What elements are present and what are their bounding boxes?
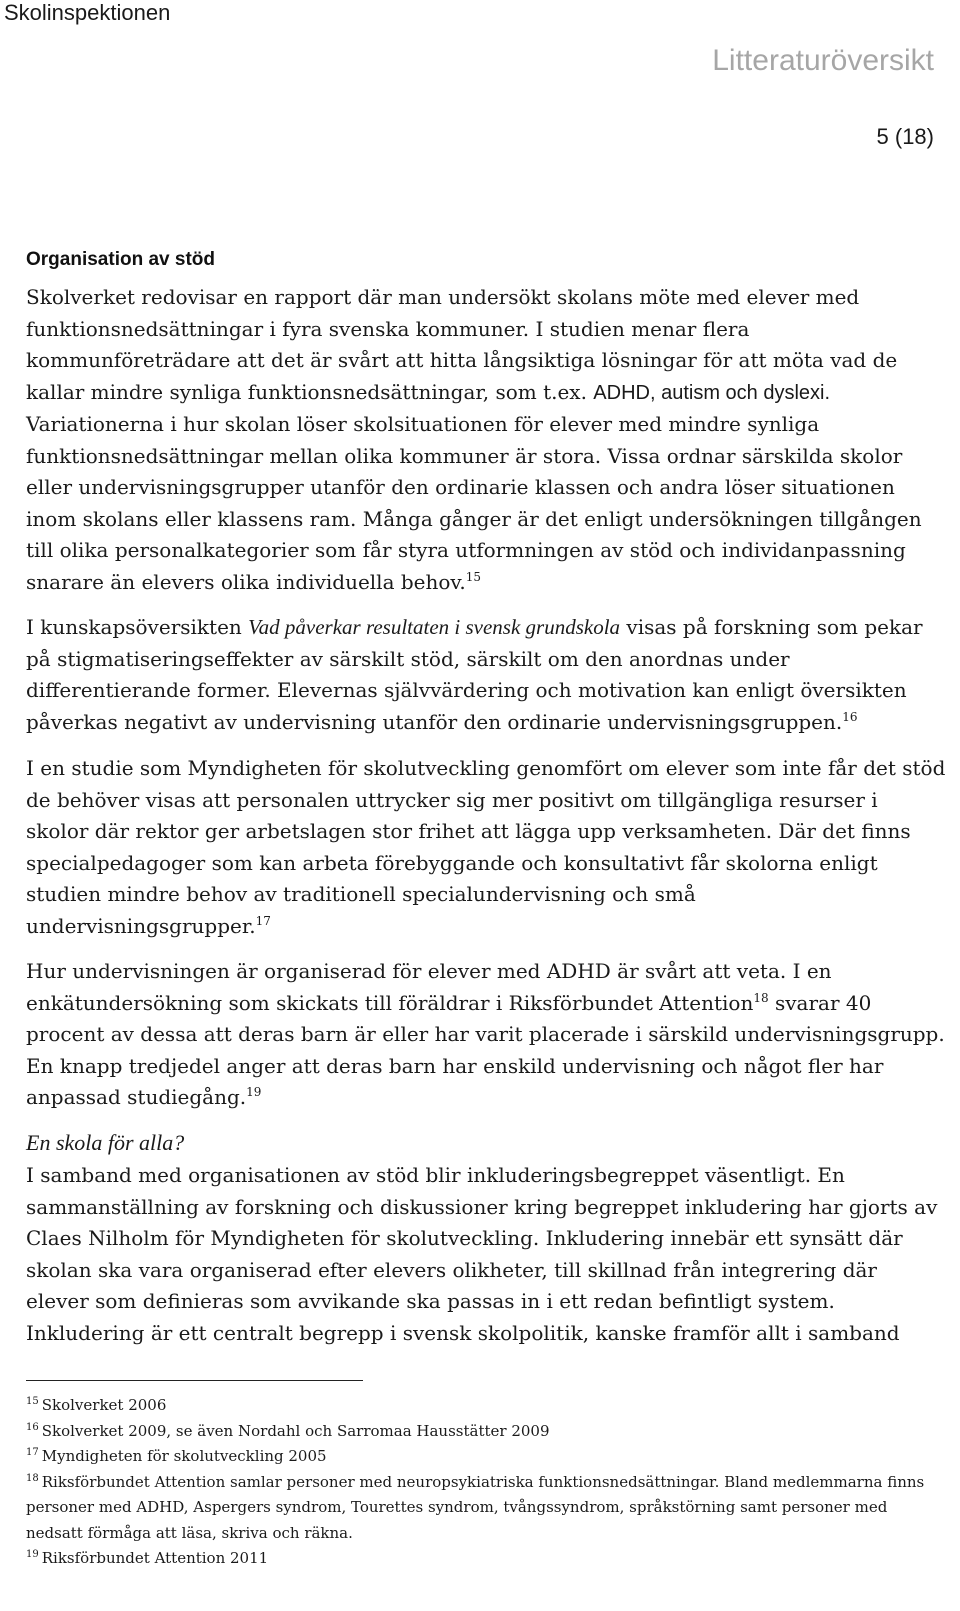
paragraph-2: I kunskapsöversikten Vad påverkar resultaten i svensk grundskola visas på forskning som pekar på stigmatiseringseffekter av särskilt stöd, särskilt om den anordnas under differentierande former. Elevernas självvärdering och motivation kan enligt översikten påverkas negativt av undervisning utanför den ordinarie undervisningsgruppen.$^{16}$ [26,615,923,734]
footnotes [26,1393,946,1572]
footnote-17: $^{17}$ Myndigheten för skolutveckling 2005 [26,1447,327,1465]
section-title: Litteraturöversikt [712,44,934,77]
footnote-ref[interactable]: 16 [842,709,858,724]
footnote-ref[interactable]: 18 [753,990,769,1005]
subheading: En skola för alla? [26,1130,185,1155]
footnote-15: $^{15}$ Skolverket 2006 [26,1396,167,1414]
paragraph-5: I samband med organisationen av stöd blir inkluderingsbegreppet väsentligt. En sammanställning av forskning och diskussioner kring begreppet inkludering har gjorts av Claes Nilholm för Myndigheten för skolutveckling. Inkludering innebär ett synsätt där skolan ska vara organiserad efter elevers olikheter, till skillnad från integrering där elever som definieras som avvikande ska passas in i ett redan befintligt system. Inkludering är ett centralt begrepp i svensk skolpolitik, kanske framför allt i samband [26,1163,938,1345]
footnote-divider [26,1380,363,1381]
paragraph-3: I en studie som Myndigheten för skolutveckling genomfört om elever som inte får det stöd de behöver visas att personalen uttrycker sig mer positivt om tillgängliga resurser i skolor där rektor ger arbetslagen stor frihet att lägga upp verksamheten. Där det finns specialpedagoger som kan arbeta förebyggande och konsultativt får skolorna enligt studien mindre behov av traditionell specialundervisning och små undervisningsgrupper.$^{17}$ [26,756,946,938]
footnote-ref[interactable]: 17 [255,913,271,928]
paragraph-4: Hur undervisningen är organiserad för elever med ADHD är svårt att veta. I en enkätundersökning som skickats till föräldrar i Riksförbundet Attention$^{18}$ svarar 40 procent av dessa att deras barn är eller har varit placerade i särskild undervisningsgrupp. En knapp tredjedel anger att deras barn har enskild undervisning och något fler har anpassad studiegång.$^{19}$ [26,959,945,1109]
report-title: Vad påverkar resultaten i svensk grundskola [248,615,621,639]
section-heading: Organisation av stöd [26,249,215,270]
footnote-16: $^{16}$ Skolverket 2009, se även Nordahl och Sarromaa Hausstätter 2009 [26,1421,550,1440]
footnote-18: $^{18}$ Riksförbundet Attention samlar personer med neuropsykiatriska funktionsnedsättningar. Bland medlemmarna finns personer med ADHD, Aspergers syndrom, Tourettes syndrom, tvångssyndrom, språkstörning samt personer med nedsatt förmåga att läsa, skriva och räkna. [26,1472,925,1542]
footnote-ref[interactable]: 15 [465,569,481,584]
footnote-ref[interactable]: 19 [246,1085,262,1099]
page-number: 5 (18) [876,124,934,149]
footnote-19: $^{19}$ Riksförbundet Attention 2011 [26,1549,269,1567]
paragraph-1: Skolverket redovisar en rapport där man undersökt skolans möte med elever med funktionsnedsättningar i fyra svenska kommuner. I studien menar flera kommunföreträdare att det är svårt att hitta långsiktiga lösningar för att möta vad de kallar mindre synliga funktionsnedsättningar, som t.ex. ADHD, autism och dyslexi. Variationerna i hur skolan löser skolsituationen för elever med mindre synliga funktionsnedsättningar mellan olika kommuner är stora. Vissa ordnar särskilda skolor eller undervisningsgrupper utanför den ordinarie klassen och andra löser situationen inom skolans eller klassens ram. Många gånger är det enligt undersökningen tillgången till olika personalkategorier som får styra utformningen av stöd och individanpassning snarare än elevers olika individuella behov.$^{15}$ [26,285,922,594]
organization-name: Skolinspektionen [4,0,171,25]
